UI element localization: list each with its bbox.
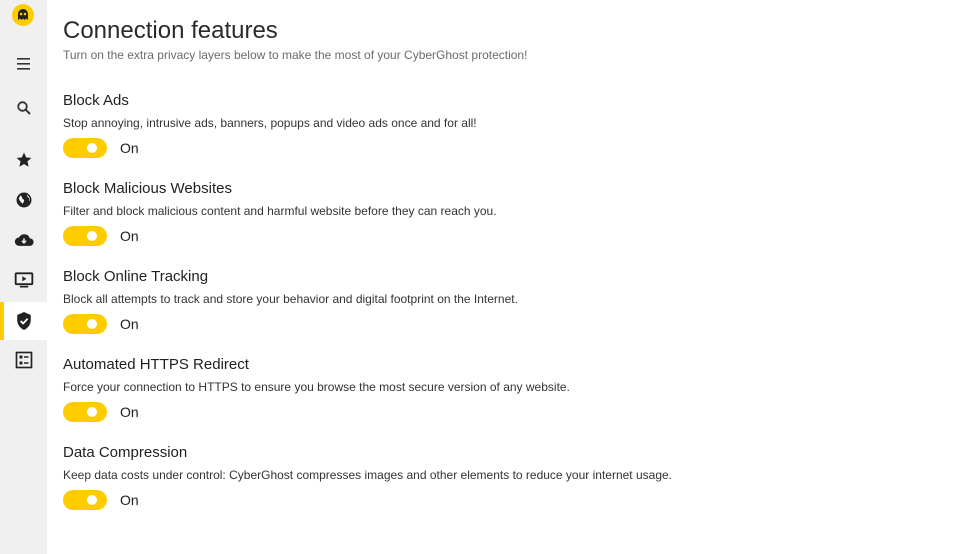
automated-https-redirect-toggle[interactable] bbox=[63, 402, 107, 422]
toggle-state-label: On bbox=[120, 492, 139, 508]
feature-title: Block Malicious Websites bbox=[63, 180, 232, 197]
data-compression-toggle[interactable] bbox=[63, 490, 107, 510]
toggle-knob bbox=[87, 231, 97, 241]
toggle-state-label: On bbox=[120, 316, 139, 332]
settings-list-icon[interactable] bbox=[0, 341, 47, 379]
star-icon[interactable] bbox=[0, 141, 47, 179]
feature-block-ads bbox=[63, 92, 943, 172]
page-title: Connection features bbox=[63, 17, 278, 44]
toggle-knob bbox=[87, 143, 97, 153]
toggle-state-label: On bbox=[120, 404, 139, 420]
feature-automated-https-redirect bbox=[63, 356, 943, 436]
cloud-download-icon[interactable] bbox=[0, 221, 47, 259]
toggle-knob bbox=[87, 319, 97, 329]
feature-description: Stop annoying, intrusive ads, banners, popups and video ads once and for all! bbox=[63, 116, 477, 130]
feature-title: Data Compression bbox=[63, 444, 188, 461]
toggle-knob bbox=[87, 407, 97, 417]
page-subtitle: Turn on the extra privacy layers below to make the most of your CyberGhost protection! bbox=[63, 48, 528, 62]
search-icon[interactable] bbox=[0, 89, 47, 127]
feature-description: Block all attempts to track and store your behavior and digital footprint on the Internet. bbox=[63, 292, 518, 306]
feature-description: Force your connection to HTTPS to ensure you browse the most secure version of any website. bbox=[63, 380, 570, 394]
feature-title: Automated HTTPS Redirect bbox=[63, 356, 249, 373]
toggle-knob bbox=[87, 495, 97, 505]
block-ads-toggle[interactable] bbox=[63, 138, 107, 158]
cyberghost-logo-icon[interactable] bbox=[12, 4, 34, 26]
feature-description: Keep data costs under control: CyberGhost compresses images and other elements to reduce your internet usage. bbox=[63, 468, 672, 482]
feature-title: Block Online Tracking bbox=[63, 268, 209, 285]
feature-block-malicious-websites bbox=[63, 180, 943, 260]
toggle-state-label: On bbox=[120, 140, 139, 156]
feature-description: Filter and block malicious content and harmful website before they can reach you. bbox=[63, 204, 497, 218]
menu-icon[interactable] bbox=[0, 45, 47, 83]
block-online-tracking-toggle[interactable] bbox=[63, 314, 107, 334]
feature-block-online-tracking bbox=[63, 268, 943, 348]
feature-data-compression bbox=[63, 444, 943, 524]
shield-check-icon[interactable] bbox=[0, 302, 47, 340]
toggle-state-label: On bbox=[120, 228, 139, 244]
feature-title: Block Ads bbox=[63, 92, 129, 109]
streaming-icon[interactable] bbox=[0, 261, 47, 299]
block-malicious-websites-toggle[interactable] bbox=[63, 226, 107, 246]
globe-icon[interactable] bbox=[0, 181, 47, 219]
sidebar bbox=[0, 0, 47, 554]
